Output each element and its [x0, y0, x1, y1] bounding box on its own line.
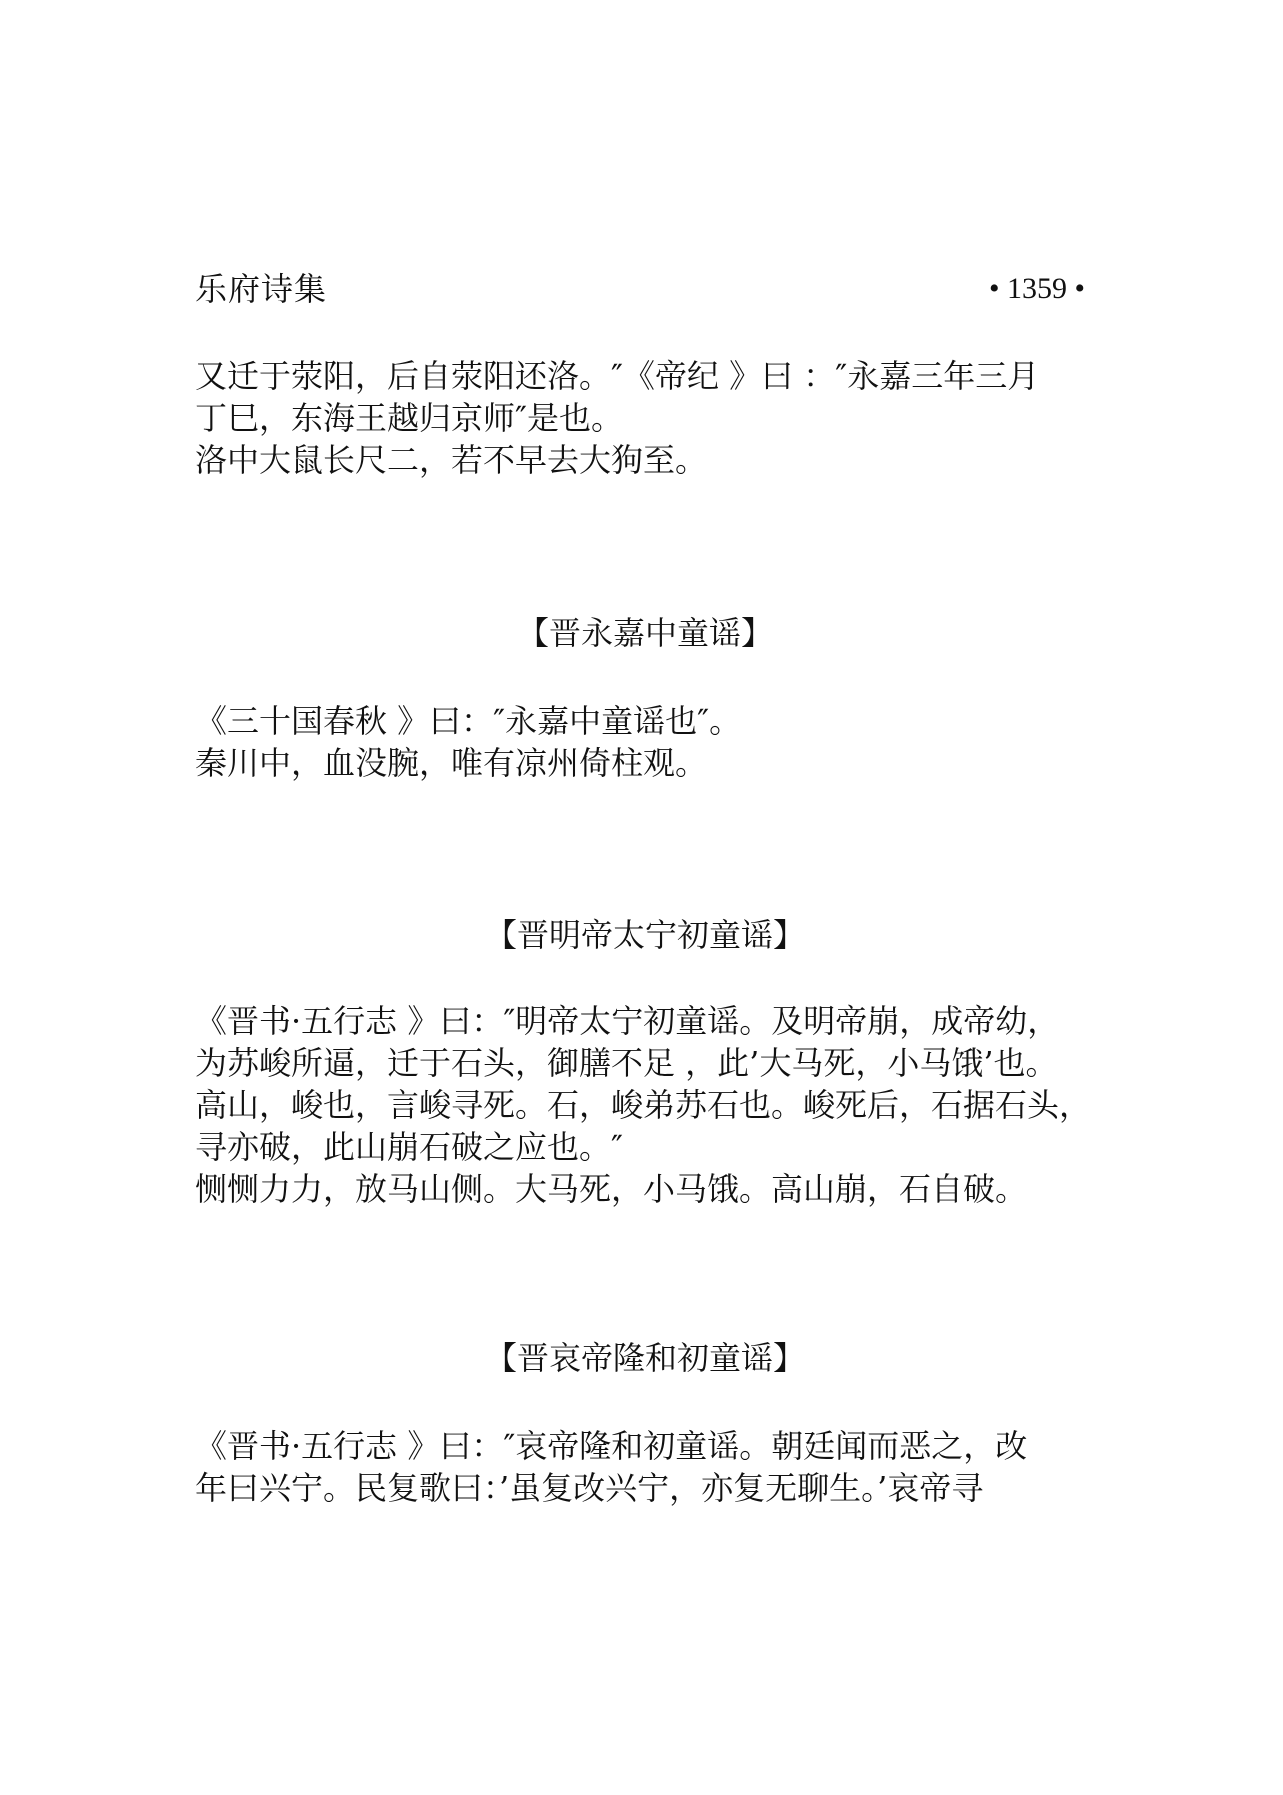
- book-title: 乐府诗集: [195, 270, 328, 308]
- running-header: [195, 268, 1085, 310]
- intro-paragraph: [195, 355, 1095, 481]
- section-title-taining: 【晋明帝太宁初童谣】: [484, 916, 805, 954]
- text-line: 又迁于荥阳，后自荥阳还洛。″《帝纪 》曰 ：″永嘉三年三月: [195, 357, 1040, 395]
- text-line: 寻亦破，此山崩石破之应也。″: [195, 1128, 623, 1166]
- text-line: 秦川中，血没腕，唯有凉州倚柱观。: [195, 744, 708, 782]
- text-line: 为苏峻所逼，迁于石头，御膳不足 ，此’大马死，小马饿’也。: [195, 1044, 1058, 1082]
- text-line: 丁巳，东海王越归京师″是也。: [195, 399, 623, 437]
- text-line: 《三十国春秋 》曰：″永嘉中童谣也″。: [195, 702, 742, 740]
- text-line: 洛中大鼠长尺二，若不早去大狗至。: [195, 441, 708, 479]
- section-title-longhe: 【晋哀帝隆和初童谣】: [484, 1339, 805, 1377]
- text-line: 《晋书·五行志 》曰：″明帝太宁初童谣。及明帝崩，成帝幼，: [195, 1002, 1060, 1040]
- text-line: 年曰兴宁。民复歌曰：’虽复改兴宁，亦复无聊生。’哀帝寻: [195, 1469, 984, 1507]
- section-body-yongjia: [195, 700, 1095, 784]
- text-line: 高山，峻也，言峻寻死。石，峻弟苏石也。峻死后，石据石头，: [195, 1086, 1092, 1124]
- section-title-yongjia: 【晋永嘉中童谣】: [516, 614, 773, 652]
- section-body-taining: [195, 1000, 1095, 1210]
- text-line: 《晋书·五行志 》曰：″哀帝隆和初童谣。朝廷闻而恶之，改: [195, 1427, 1028, 1465]
- text-line: 恻恻力力，放马山侧。大马死，小马饿。高山崩，石自破。: [195, 1170, 1028, 1208]
- page-number: • 1359 •: [988, 272, 1085, 305]
- section-body-longhe: [195, 1425, 1095, 1509]
